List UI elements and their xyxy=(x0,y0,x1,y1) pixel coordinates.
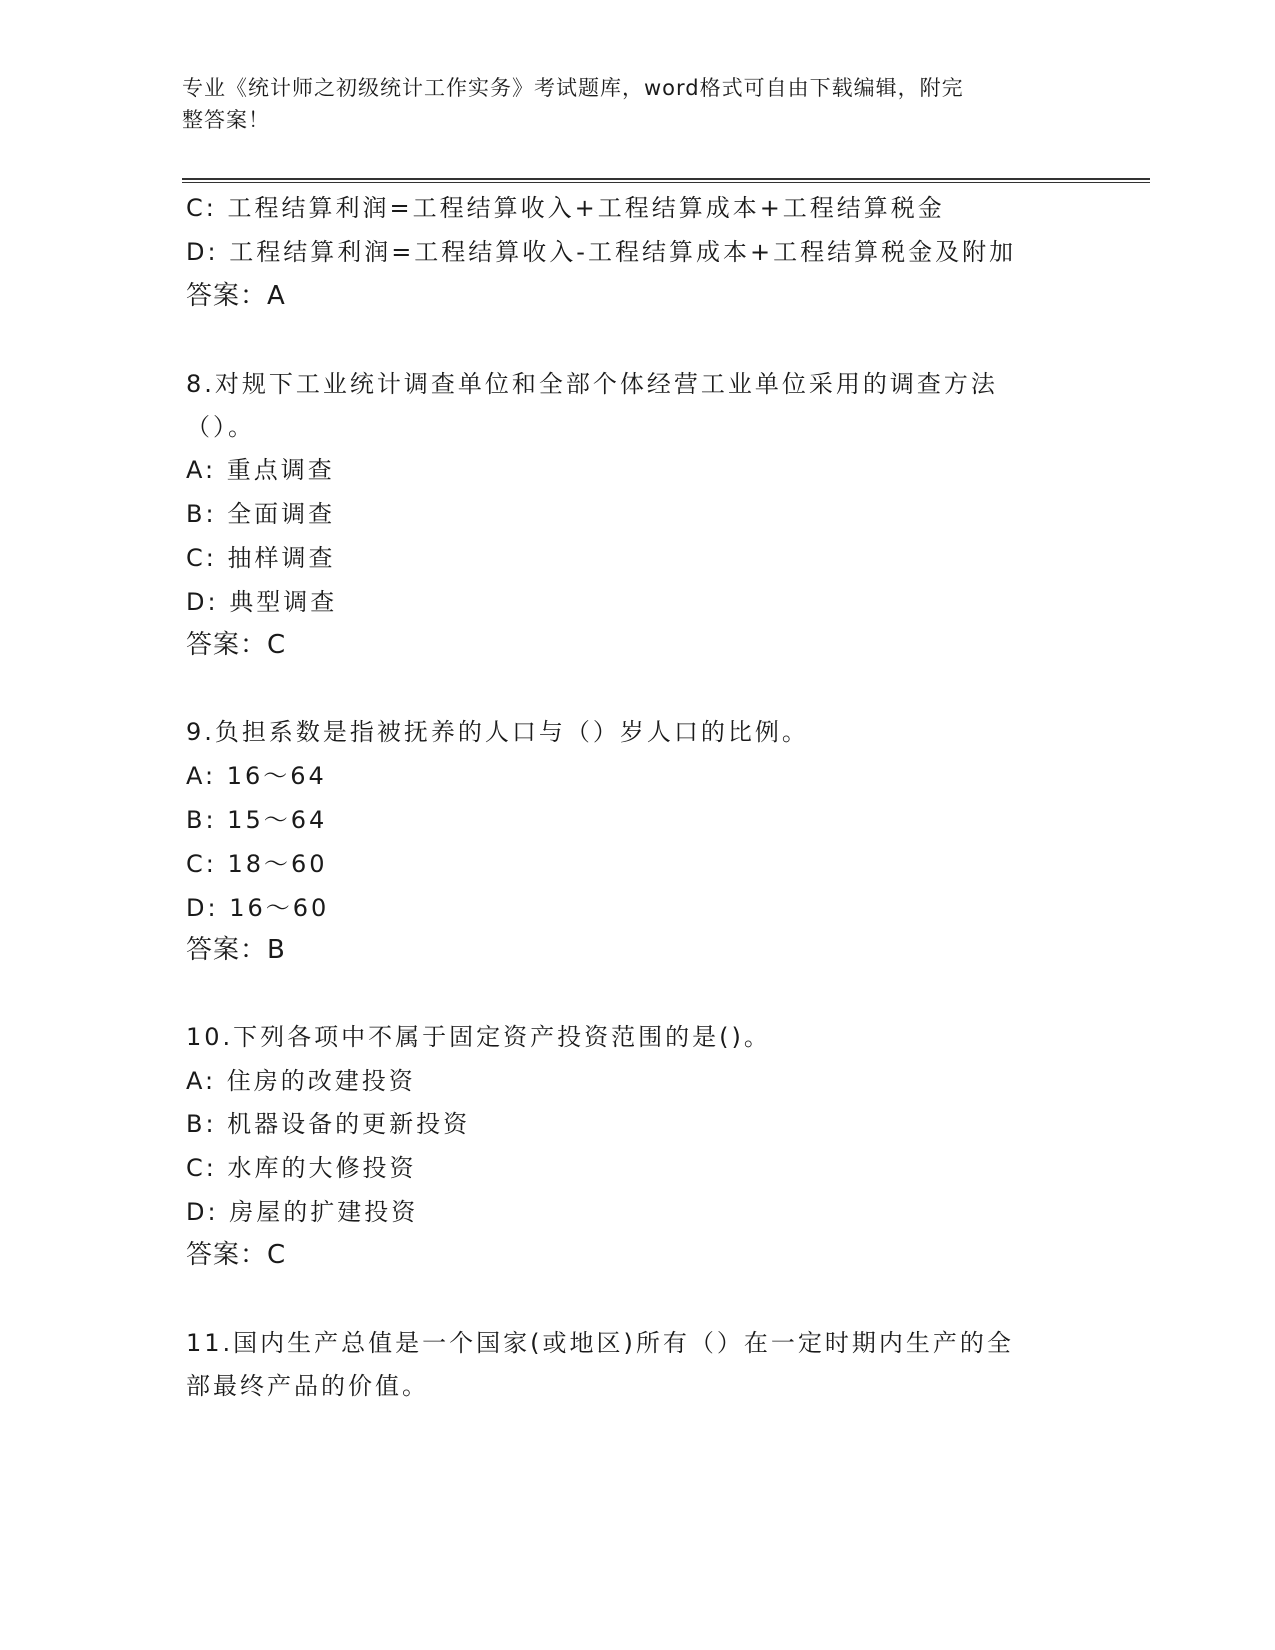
q10-option-c: C: 水库的大修投资 xyxy=(186,1154,417,1182)
q9-option-c: C: 18～60 xyxy=(186,850,328,878)
q10-option-b: B: 机器设备的更新投资 xyxy=(186,1110,471,1138)
prev-option-c: C: 工程结算利润=工程结算收入+工程结算成本+工程结算税金 xyxy=(186,194,945,222)
q8-stem-line-1: 8.对规下工业统计调查单位和全部个体经营工业单位采用的调查方法 xyxy=(186,370,998,398)
q10-option-d: D: 房屋的扩建投资 xyxy=(186,1198,419,1226)
header-divider-thin xyxy=(182,182,1150,183)
q9-option-d: D: 16～60 xyxy=(186,894,330,922)
header-line-2: 整答案！ xyxy=(182,108,270,132)
header-line-1: 专业《统计师之初级统计工作实务》考试题库，word格式可自由下载编辑，附完 xyxy=(182,76,964,100)
q11-stem-line-2: 部最终产品的价值。 xyxy=(186,1372,429,1400)
document-header xyxy=(182,72,1082,136)
q9-option-b: B: 15～64 xyxy=(186,806,328,834)
q10-answer: 答案：C xyxy=(186,1240,287,1270)
q9-stem: 9.负担系数是指被抚养的人口与（）岁人口的比例。 xyxy=(186,718,809,746)
q8-option-a: A: 重点调查 xyxy=(186,456,335,484)
q8-option-b: B: 全面调查 xyxy=(186,500,336,528)
q11-stem-line-1: 11.国内生产总值是一个国家(或地区)所有（）在一定时期内生产的全 xyxy=(186,1329,1014,1357)
header-divider-thick xyxy=(182,178,1150,180)
q9-answer: 答案：B xyxy=(186,935,286,965)
q8-option-d: D: 典型调查 xyxy=(186,588,338,616)
q9-option-a: A: 16～64 xyxy=(186,762,327,790)
q10-stem: 10.下列各项中不属于固定资产投资范围的是()。 xyxy=(186,1023,771,1051)
q8-option-c: C: 抽样调查 xyxy=(186,544,336,572)
q8-stem-line-2: （）。 xyxy=(186,413,255,441)
prev-answer: 答案：A xyxy=(186,281,286,311)
q8-answer: 答案：C xyxy=(186,630,287,660)
q10-option-a: A: 住房的改建投资 xyxy=(186,1067,416,1095)
prev-option-d: D: 工程结算利润=工程结算收入-工程结算成本+工程结算税金及附加 xyxy=(186,238,1017,266)
